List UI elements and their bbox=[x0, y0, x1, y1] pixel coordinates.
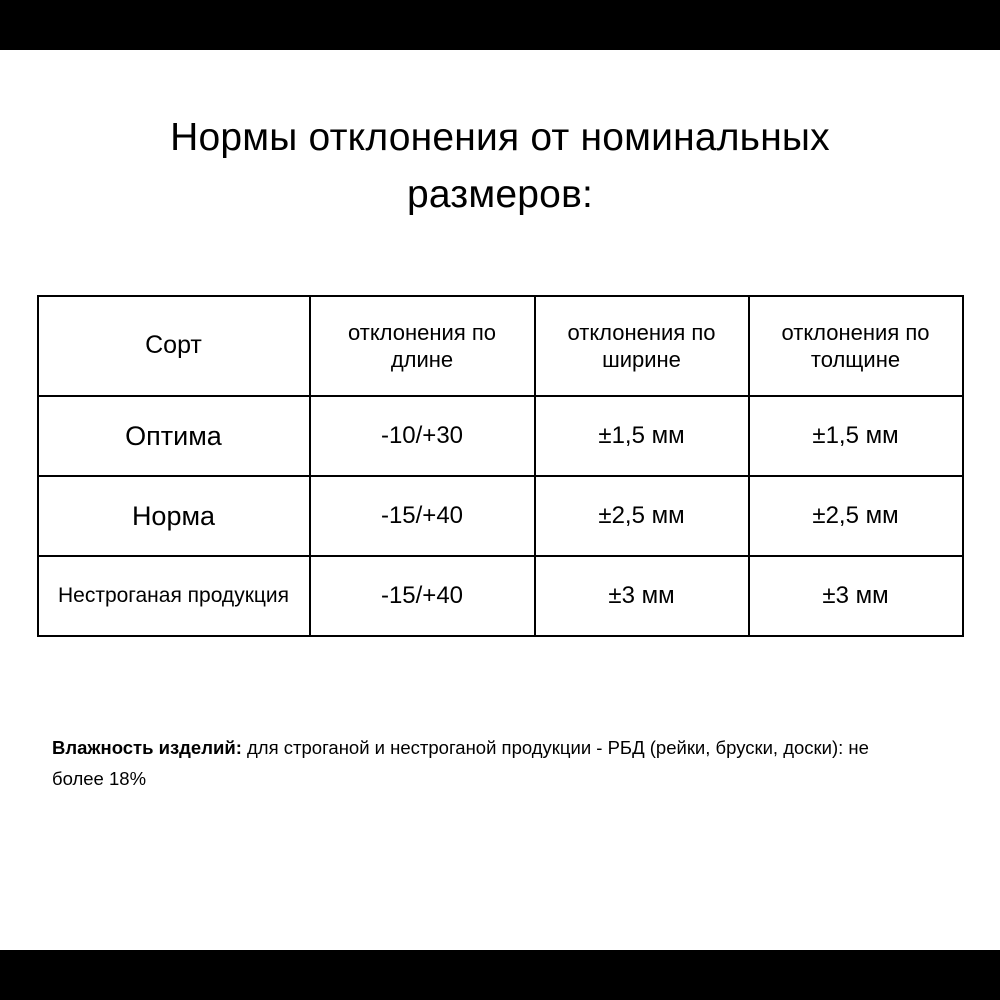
table-header-row bbox=[38, 296, 963, 396]
cell-thickness: ±3 мм bbox=[749, 556, 963, 636]
table-row bbox=[38, 476, 963, 556]
letterbox-bottom bbox=[0, 950, 1000, 1000]
table-header-width: отклонения по ширине bbox=[535, 296, 749, 396]
cell-width: ±2,5 мм bbox=[535, 476, 749, 556]
cell-grade: Норма bbox=[38, 476, 310, 556]
table-row bbox=[38, 556, 963, 636]
cell-thickness: ±2,5 мм bbox=[749, 476, 963, 556]
slide-page bbox=[0, 50, 1000, 950]
table-header-length: отклонения по длине bbox=[310, 296, 535, 396]
cell-grade: Нестроганая продукция bbox=[38, 556, 310, 636]
table-header-grade: Сорт bbox=[38, 296, 310, 396]
cell-grade: Оптима bbox=[38, 396, 310, 476]
cell-thickness: ±1,5 мм bbox=[749, 396, 963, 476]
cell-width: ±3 мм bbox=[535, 556, 749, 636]
cell-width: ±1,5 мм bbox=[535, 396, 749, 476]
table-row bbox=[38, 396, 963, 476]
moisture-note-text: для строганой и нестроганой продукции - РБД (рейки, бруски, доски): не более 18% bbox=[52, 737, 869, 789]
table-header-thickness: отклонения по толщине bbox=[749, 296, 963, 396]
deviation-norms-table bbox=[37, 295, 964, 637]
moisture-note-label: Влажность изделий: bbox=[52, 737, 242, 759]
cell-length: -10/+30 bbox=[310, 396, 535, 476]
cell-length: -15/+40 bbox=[310, 476, 535, 556]
letterbox-top bbox=[0, 0, 1000, 50]
moisture-note bbox=[0, 733, 1000, 794]
cell-length: -15/+40 bbox=[310, 556, 535, 636]
page-title: Нормы отклонения от номинальных размеров: bbox=[170, 116, 830, 216]
